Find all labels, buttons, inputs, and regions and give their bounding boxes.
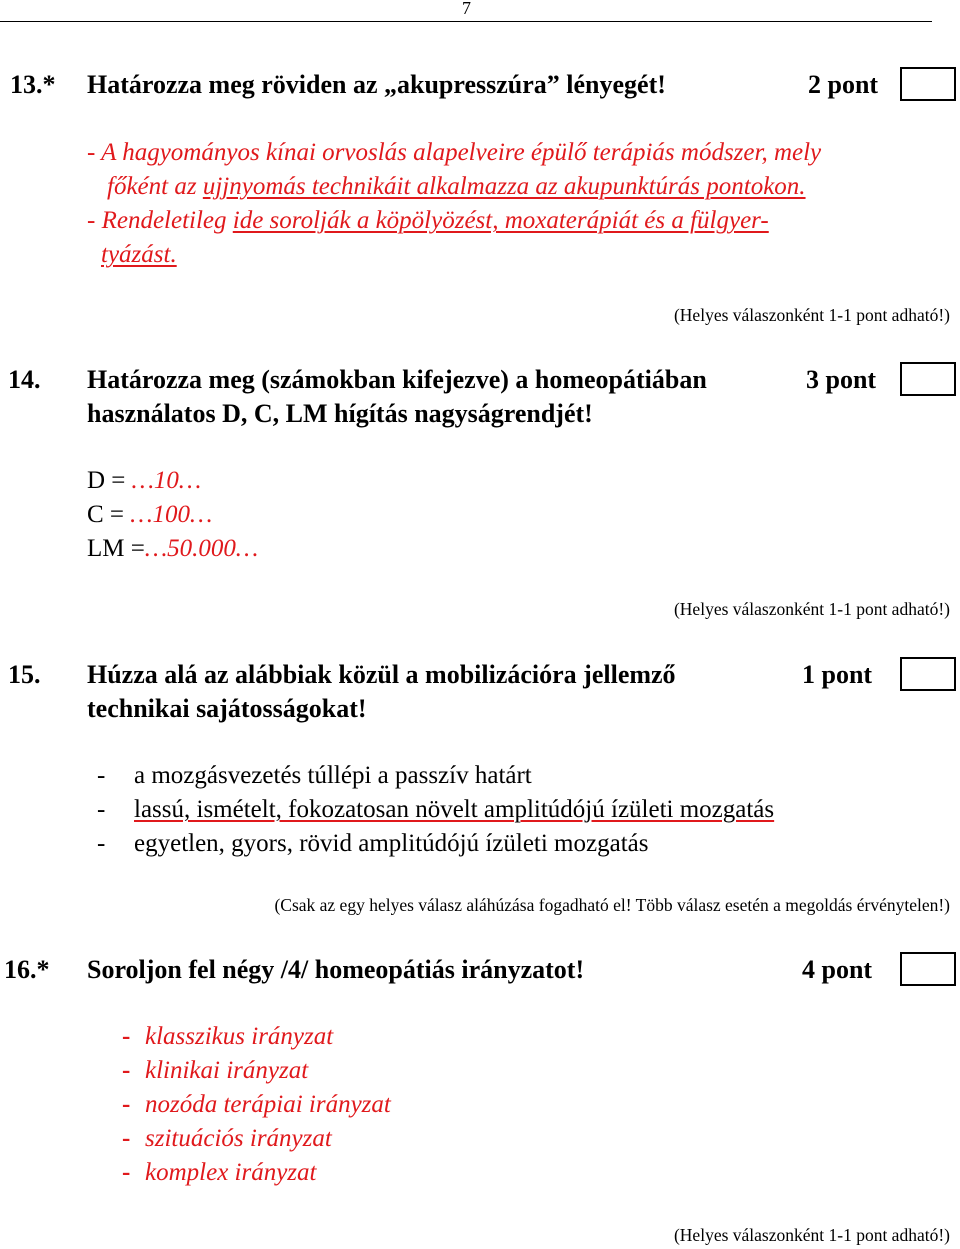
q14-score-box[interactable] [900, 362, 956, 396]
q13-answer-1-prefix: főként az [107, 173, 203, 200]
q13-answer-1-line-1: - A hagyományos kínai orvoslás alapelveire épülő terápiás módszer, mely [87, 139, 822, 166]
q15-option-2[interactable]: lassú, ismételt, fokozatosan növelt amplitúdójú ízületi mozgatás [134, 796, 775, 823]
q14-question-line-2: használatos D, C, LM hígítás nagyságrendjét! [87, 399, 593, 428]
q16-question: Soroljon fel négy /4/ homeopátiás irányzatot! [87, 955, 585, 984]
q16-answer-2: klinikai irányzat [145, 1057, 309, 1084]
q14-row-lm [87, 535, 258, 563]
q14-number: 14. [8, 365, 41, 394]
q13-score-box[interactable] [900, 67, 956, 101]
q14-row-c [87, 501, 212, 529]
q15-question-line-2: technikai sajátosságokat! [87, 694, 367, 723]
q16-score-box[interactable] [900, 952, 956, 986]
q14-row-lm-label: LM = [87, 535, 145, 562]
q15-scoring-note: (Csak az egy helyes válasz aláhúzása fogadható el! Több válasz esetén a megoldás érvénytelen!) [274, 895, 950, 915]
q16-answer-1: klasszikus irányzat [145, 1023, 334, 1050]
q14-row-d [87, 467, 201, 495]
q13-number: 13.* [10, 70, 56, 99]
q16-scoring-note: (Helyes válaszonként 1-1 pont adható!) [673, 1225, 950, 1245]
q16-answer-4: szituációs irányzat [145, 1125, 332, 1152]
q15-option-2-dash: - [97, 796, 106, 823]
q16-number: 16.* [4, 955, 50, 984]
q13-points: 2 pont [808, 70, 879, 99]
q15-score-box[interactable] [900, 657, 956, 691]
q13-answer-1-line-2 [107, 173, 806, 201]
q15-option-1-dash: - [97, 762, 106, 789]
q16-answer-1-dash: - [122, 1023, 131, 1050]
q15-points: 1 pont [802, 660, 873, 689]
q16-answer-3-dash: - [122, 1091, 131, 1118]
q13-answer-2-prefix: - Rendeletileg [87, 207, 233, 234]
q16-answer-5-dash: - [122, 1159, 131, 1186]
q16-answer-5: komplex irányzat [145, 1159, 317, 1186]
q14-row-d-value: …10… [131, 467, 202, 494]
q15-question-line-1: Húzza alá az alábbiak közül a mobilizációra jellemző [87, 660, 676, 689]
q13-question: Határozza meg röviden az „akupresszúra” lényegét! [87, 70, 666, 99]
q15-number: 15. [8, 660, 41, 689]
q13-answer-1-underlined: ujjnyomás technikáit alkalmazza az akupunktúrás pontokon. [202, 173, 806, 200]
q13-answer-2-line-1 [87, 207, 769, 235]
q14-row-lm-value: …50.000… [144, 535, 259, 562]
q13-answer-2-underlined: ide sorolják a köpölyözést, moxaterápiát és a fülgyer- [232, 207, 769, 234]
q16-answer-3: nozóda terápiai irányzat [145, 1091, 391, 1118]
q14-points: 3 pont [806, 365, 877, 394]
q13-scoring-note: (Helyes válaszonként 1-1 pont adható!) [673, 305, 950, 325]
q13-answer-2-line-2 [101, 241, 177, 269]
q14-row-c-label: C = [87, 501, 125, 528]
q14-row-c-value: …100… [130, 501, 213, 528]
header-rule [0, 21, 932, 22]
q13-answer-2-underlined-cont: tyázást. [101, 241, 177, 268]
q16-answer-2-dash: - [122, 1057, 131, 1084]
q15-option-3-dash: - [97, 830, 106, 857]
q16-points: 4 pont [802, 955, 873, 984]
q14-question-line-1: Határozza meg (számokban kifejezve) a homeopátiában [87, 365, 707, 394]
q14-row-d-label: D = [87, 467, 126, 494]
page-number: 7 [462, 0, 471, 18]
q16-answer-4-dash: - [122, 1125, 131, 1152]
q14-scoring-note: (Helyes válaszonként 1-1 pont adható!) [673, 599, 950, 619]
q15-option-1[interactable]: a mozgásvezetés túllépi a passzív határt [134, 762, 532, 789]
q15-option-3[interactable]: egyetlen, gyors, rövid amplitúdójú ízületi mozgatás [134, 830, 649, 857]
